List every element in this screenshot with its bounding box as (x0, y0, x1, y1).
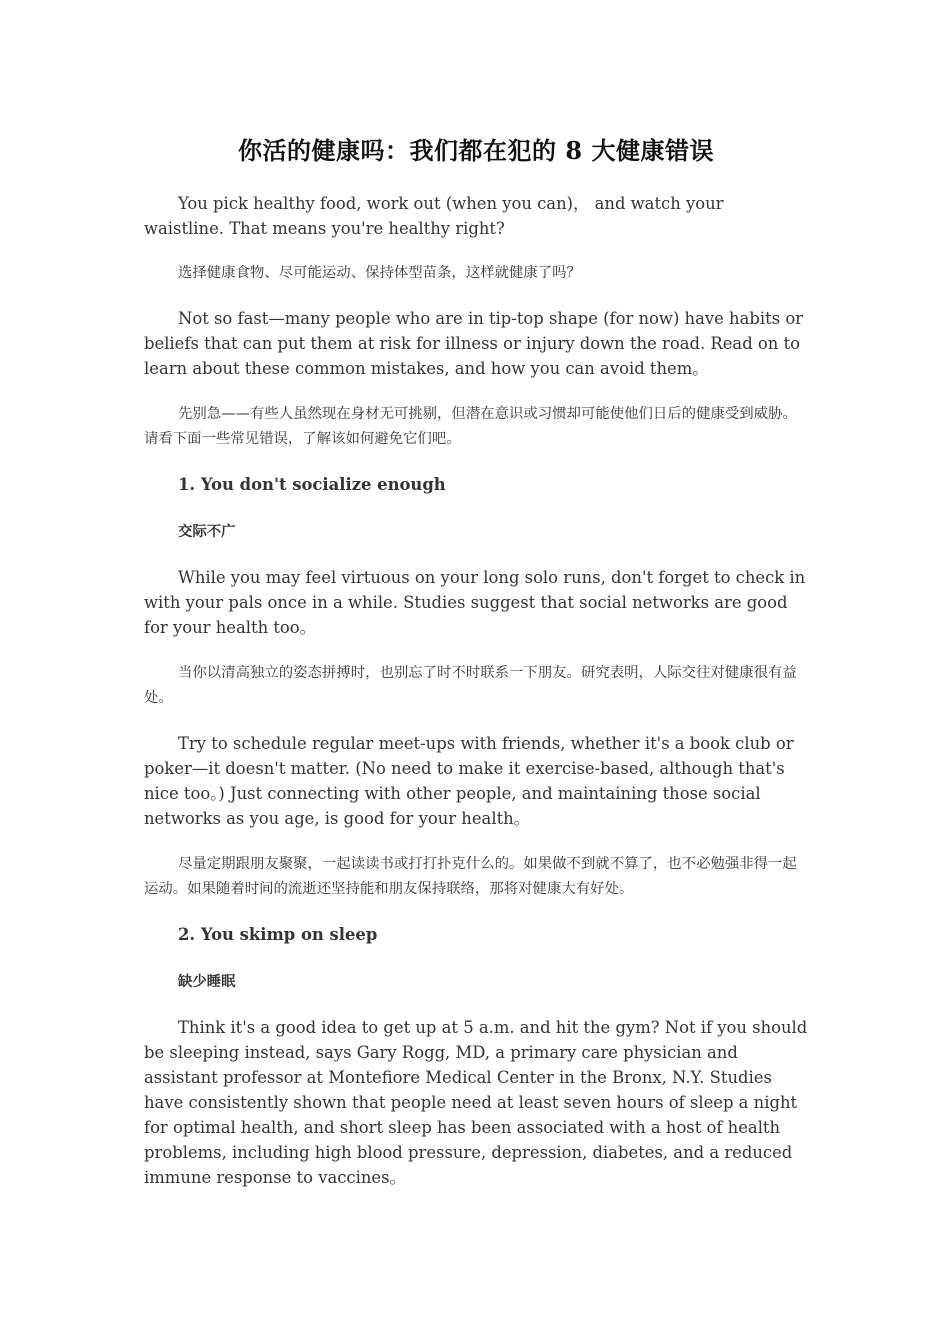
section-heading-zh: 交际不广 (178, 524, 236, 540)
document-page (144, 120, 808, 1190)
section-paragraph-en: Think it's a good idea to get up at 5 a.m. and hit the gym? Not if you should be sleeping instead, says Gary Rogg, MD, a primary care physician and assistant professor at Montefiore Medical Center in the Bronx, N.Y. Studies have consistently shown that people need at least seven hours of sleep a night for optimal health, and short sleep has been associated with a host of health problems, including high blood pressure, depression, diabetes, and a reduced immune response to vaccines。 (144, 1018, 808, 1187)
document-title: 你活的健康吗：我们都在犯的 8 大健康错误 (238, 136, 714, 165)
section-heading-en: 1. You don't socialize enough (178, 475, 446, 494)
intro-paragraph-en: You pick healthy food, work out (when you can)， and watch your waistline. That means you're healthy right? (144, 194, 724, 238)
intro-paragraph-zh: 选择健康食物、尽可能运动、保持体型苗条，这样就健康了吗？ (178, 265, 581, 281)
section-paragraph-zh: 尽量定期跟朋友聚聚，一起读读书或打打扑克什么的。如果做不到就不算了，也不必勉强非得一起运动。如果随着时间的流逝还坚持能和朋友保持联络，那将对健康大有好处。 (144, 856, 797, 897)
section-heading-zh: 缺少睡眠 (178, 974, 236, 990)
section-heading-en: 2. You skimp on sleep (178, 925, 378, 944)
intro2-paragraph-en: Not so fast—many people who are in tip-top shape (for now) have habits or beliefs that can put them at risk for illness or injury down the road. Read on to learn about these common mistakes, and how you can avoid them。 (144, 309, 804, 378)
intro2-paragraph-zh: 先别急——有些人虽然现在身材无可挑剔，但潜在意识或习惯却可能使他们日后的健康受到威胁。请看下面一些常见错误，了解该如何避免它们吧。 (144, 406, 797, 447)
section-paragraph-en: While you may feel virtuous on your long solo runs, don't forget to check in with your pals once in a while. Studies suggest that social networks are good for your health too。 (144, 568, 806, 637)
section-paragraph-en: Try to schedule regular meet-ups with friends, whether it's a book club or poker—it doesn't matter. (No need to make it exercise-based, although that's nice too。) Just connecting with other people, and maintaining those social networks as you age, is good for your health。 (144, 734, 794, 828)
section-paragraph-zh: 当你以清高独立的姿态拼搏时，也别忘了时不时联系一下朋友。研究表明，人际交往对健康很有益处。 (144, 665, 797, 706)
